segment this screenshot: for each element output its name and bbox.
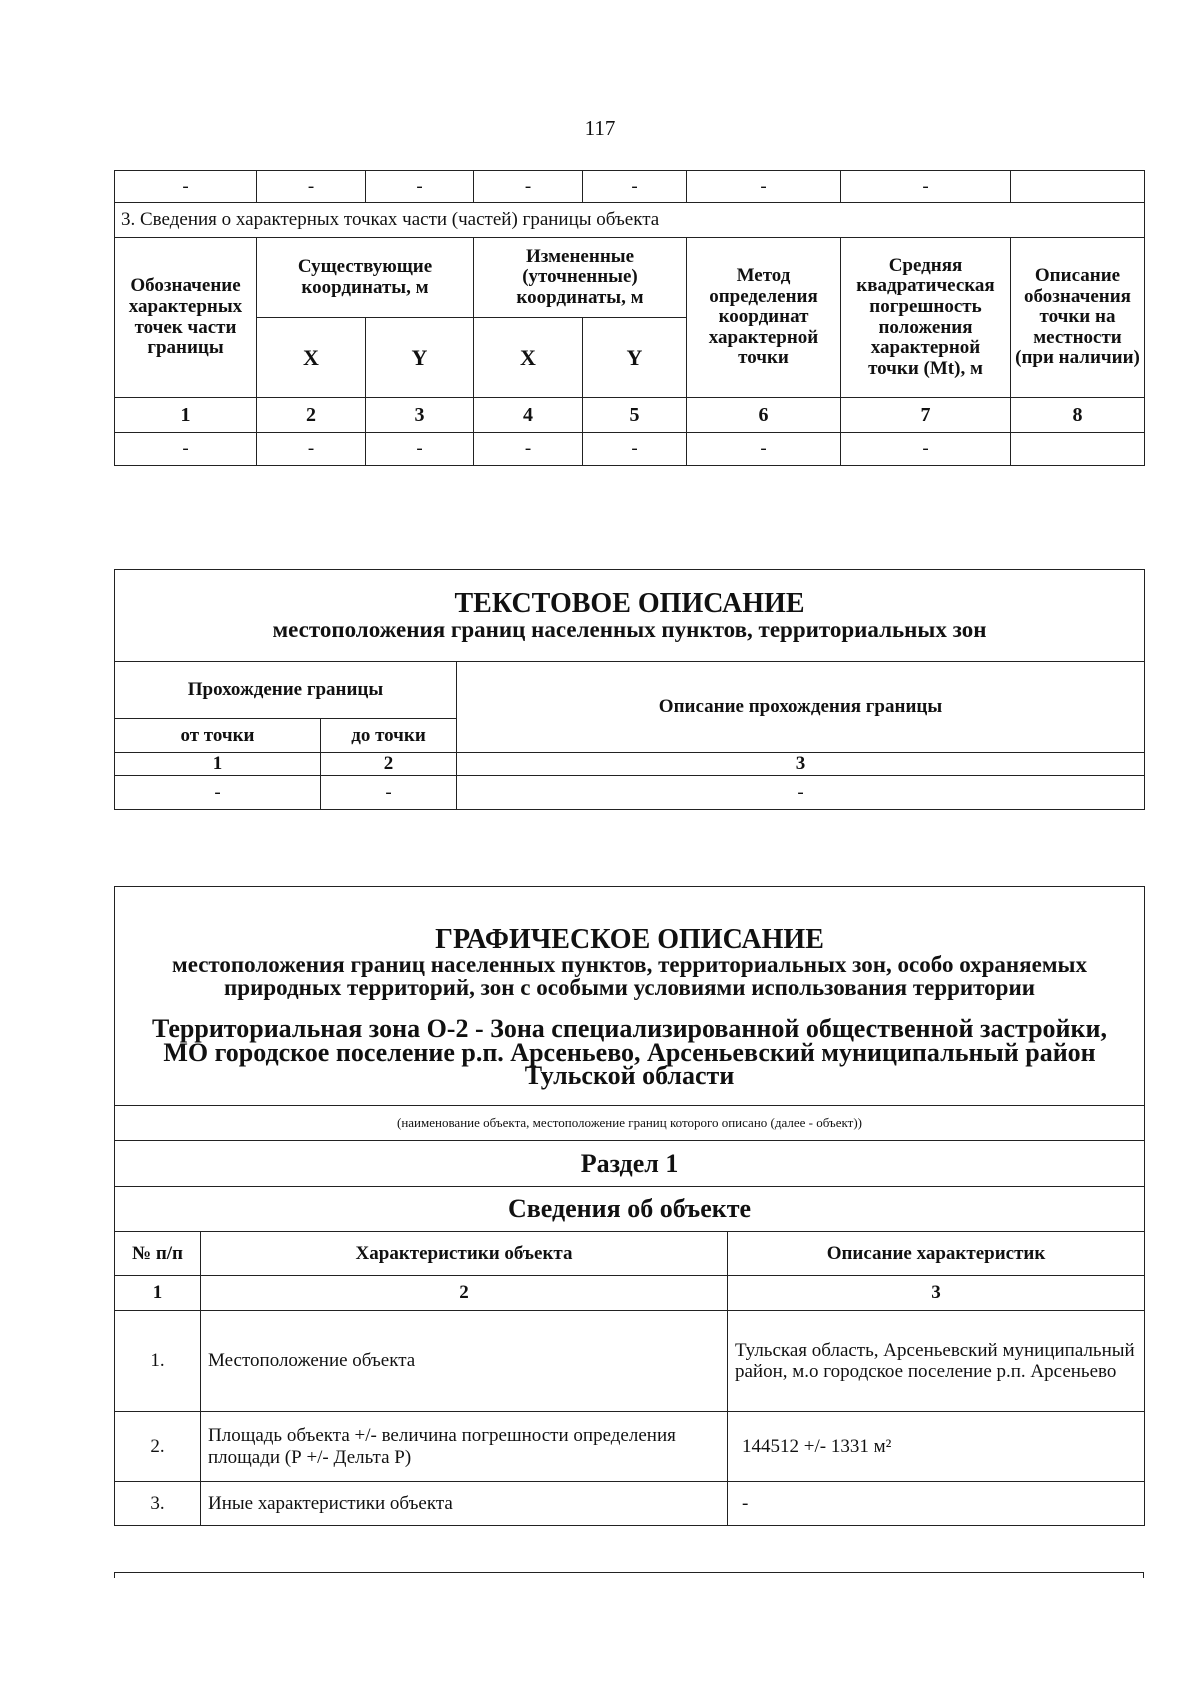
text-description-heading	[115, 570, 1145, 662]
cell: -	[366, 433, 474, 466]
cell: -	[457, 776, 1145, 810]
cell: -	[474, 433, 583, 466]
points-top-row	[115, 171, 1145, 203]
graphic-description-title: ГРАФИЧЕСКОЕ ОПИСАНИЕ	[435, 924, 824, 956]
text-description-column-numbers	[115, 753, 1145, 776]
cell: -	[841, 171, 1011, 203]
cell	[1011, 433, 1145, 466]
column-number: 3	[728, 1276, 1145, 1311]
column-number: 1	[115, 1276, 201, 1311]
cell: -	[321, 776, 457, 810]
cell: -	[841, 433, 1011, 466]
cell	[1011, 171, 1145, 203]
graphic-description-heading	[115, 887, 1145, 1106]
header-x-existing: X	[257, 318, 366, 398]
characteristic-name: Иные характеристики объекта	[201, 1482, 728, 1526]
column-number: 2	[321, 753, 457, 776]
points-column-numbers	[115, 398, 1145, 433]
header-existing-coords: Существующие координаты, м	[257, 238, 474, 318]
header-x-changed: X	[474, 318, 583, 398]
cell: -	[115, 171, 257, 203]
zone-name: Территориальная зона О-2 - Зона специализированной общественной застройки, МО городское поселение р.п. Арсеньево, Арсеньевский муниципальный район Тульской области	[152, 1014, 1107, 1091]
header-characteristic-description: Описание характеристик	[728, 1232, 1145, 1276]
column-number: 5	[583, 398, 687, 433]
graphic-column-numbers	[115, 1276, 1145, 1311]
header-characteristics: Характеристики объекта	[201, 1232, 728, 1276]
cell: -	[474, 171, 583, 203]
section-title: Сведения об объекте	[115, 1187, 1145, 1232]
column-number: 1	[115, 753, 321, 776]
table-row	[115, 1482, 1145, 1526]
cell: -	[366, 171, 474, 203]
graphic-description-table	[114, 886, 1145, 1526]
column-number: 4	[474, 398, 583, 433]
table-row	[115, 433, 1145, 466]
cell: -	[583, 171, 687, 203]
text-description-table	[114, 569, 1145, 810]
cell: -	[257, 433, 366, 466]
column-number: 6	[687, 398, 841, 433]
header-changed-coords: Измененные (уточненные) координаты, м	[474, 238, 687, 318]
characteristic-value: 144512 +/- 1331 м²	[728, 1412, 1145, 1482]
cell: -	[115, 776, 321, 810]
column-number: 1	[115, 398, 257, 433]
text-description-title: ТЕКСТОВОЕ ОПИСАНИЕ	[454, 588, 805, 619]
header-designation: Обозначение характерных точек части границы	[115, 238, 257, 398]
header-point-description: Описание обозначения точки на местности (при наличии)	[1011, 238, 1145, 398]
cell: -	[583, 433, 687, 466]
table-row	[115, 1412, 1145, 1482]
table-row	[115, 1311, 1145, 1412]
zone-note: (наименование объекта, местоположение границ которого описано (далее - объект))	[115, 1106, 1145, 1141]
page-number: 117	[584, 116, 616, 140]
header-num: № п/п	[115, 1232, 201, 1276]
cell: -	[115, 433, 257, 466]
points-section-title: 3. Сведения о характерных точках части (частей) границы объекта	[115, 203, 1145, 238]
cell: -	[687, 171, 841, 203]
characteristic-value: Тульская область, Арсеньевский муниципальный район, м.о городское поселение р.п. Арсеньево	[728, 1311, 1145, 1412]
cell: -	[257, 171, 366, 203]
header-method: Метод определения координат характерной точки	[687, 238, 841, 398]
header-mean-error: Средняя квадратическая погрешность положения характерной точки (Mt), м	[841, 238, 1011, 398]
passage-description-header: Описание прохождения границы	[457, 662, 1145, 753]
cell: -	[687, 433, 841, 466]
row-number: 1.	[115, 1311, 201, 1412]
column-number: 8	[1011, 398, 1145, 433]
section-label: Раздел 1	[115, 1141, 1145, 1187]
boundary-passage-header: Прохождение границы	[115, 662, 457, 719]
from-point-header: от точки	[115, 719, 321, 753]
graphic-description-subtitle: местоположения границ населенных пунктов, территориальных зон, особо охраняемых природных территорий, зон с особыми условиями использования территории	[172, 952, 1087, 1000]
to-point-header: до точки	[321, 719, 457, 753]
characteristic-name: Местоположение объекта	[201, 1311, 728, 1412]
column-number: 3	[366, 398, 474, 433]
header-y-existing: Y	[366, 318, 474, 398]
characteristic-value: -	[728, 1482, 1145, 1526]
header-y-changed: Y	[583, 318, 687, 398]
row-number: 2.	[115, 1412, 201, 1482]
table-row	[115, 776, 1145, 810]
row-number: 3.	[115, 1482, 201, 1526]
column-number: 7	[841, 398, 1011, 433]
text-description-subtitle: местоположения границ населенных пунктов, территориальных зон	[272, 617, 987, 642]
column-number: 2	[201, 1276, 728, 1311]
points-table	[114, 170, 1145, 466]
column-number: 3	[457, 753, 1145, 776]
characteristic-name: Площадь объекта +/- величина погрешности определения площади (Р +/- Дельта Р)	[201, 1412, 728, 1482]
column-number: 2	[257, 398, 366, 433]
next-table-top-border	[114, 1572, 1144, 1573]
